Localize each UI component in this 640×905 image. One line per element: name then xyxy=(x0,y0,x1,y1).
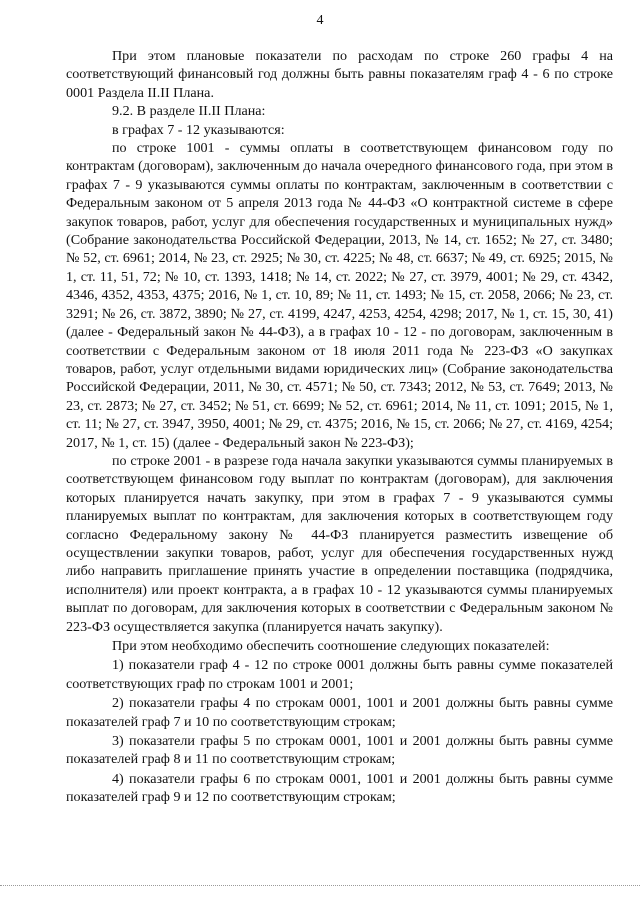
document-body xyxy=(66,47,613,807)
paragraph-ratio-2: 2) показатели графы 4 по строкам 0001, 1001 и 2001 должны быть равны сумме показателей граф 7 и 10 по соответствующим строкам; xyxy=(66,695,613,730)
paragraph-plan-indicators: При этом плановые показатели по расходам по строке 260 графы 4 на соответствующий финансовый год должны быть равны показателям граф 4 - 6 по строке 0001 Раздела II.II Плана. xyxy=(66,48,613,101)
scan-bottom-edge xyxy=(0,885,640,886)
paragraph-ratio-1: 1) показатели граф 4 - 12 по строке 0001 должны быть равны сумме показателей соответствующих граф по строкам 1001 и 2001; xyxy=(66,657,613,692)
paragraph-ratio-intro: При этом необходимо обеспечить соотношение следующих показателей: xyxy=(112,638,550,654)
paragraph-section-heading: 9.2. В разделе II.II Плана: xyxy=(112,103,266,120)
paragraph-ratio-4: 4) показатели графы 6 по строкам 0001, 1001 и 2001 должны быть равны сумме показателей граф 9 и 12 по соответствующим строкам; xyxy=(66,770,613,806)
paragraph-ratio-3: 3) показатели графы 5 по строкам 0001, 1001 и 2001 должны быть равны сумме показателей граф 8 и 11 по соответствующим строкам; xyxy=(66,733,613,768)
paragraph-columns-intro: в графах 7 - 12 указываются: xyxy=(112,121,285,138)
paragraph-line-2001: по строке 2001 - в разрезе года начала закупки указываются суммы планируемых в соответствующем финансовом году выплат по контрактам (договорам), для заключения которых планируется начать закупку, при этом в графах 7 - 9 указываются суммы планируемых выплат по контрактам, для заключения которых в соответствующем году согласно Федеральному закону № 44-ФЗ планируется разместить извещение об осуществлении закупки товаров, работ, услуг для обеспечения государственных нужд либо направить приглашение принять участие в определении поставщика (подрядчика, исполнителя) или проект контракта, а в графах 10 - 12 указываются суммы планируемых выплат по договорам, для заключения которых в соответствии с Федеральным законом № 223-ФЗ осуществляется закупка (планируется начать закупку). xyxy=(66,452,613,635)
paragraph-line-1001: по строке 1001 - суммы оплаты в соответствующем финансовом году по контрактам (договорам), заключенным до начала очередного финансового года, при этом в графах 7 - 9 указываются суммы оплаты по контрактам, заключенным в соответствии с Федеральным законом от 5 апреля 2013 года № 44-ФЗ «О контрактной системе в сфере закупок товаров, работ, услуг для обеспечения государственных и муниципальных нужд» (Собрание законодательства Российской Федерации, 2013, № 14, ст. 1652; № 27, ст. 3480; № 52, ст. 6961; 2014, № 23, ст. 2925; № 30, ст. 4225; № 48, ст. 6637; № 49, ст. 6925; 2015, № 1, ст. 11, 51, 72; № 10, ст. 1393, 1418; № 14, ст. 2022; № 27, ст. 3979, 4001; № 29, ст. 4342, 4346, 4352, 4353, 4375; 2016, № 1, ст. 10, 89; № 11, ст. 1493; № 15, ст. 2058, 2066; № 23, ст. 3291; № 26, ст. 3872, 3890; № 27, ст. 4199, 4247, 4253, 4254, 4298; 2017, № 1, ст. 15, 30, 41) (далее - Федеральный закон № 44-ФЗ), а в графах 10 - 12 - по договорам, заключенным в соответствии с Федеральным законом от 18 июля 2011 года № 223-ФЗ «О закупках товаров, работ, услуг отдельными видами юридических лиц» (Собрание законодательства Российской Федерации, 2011, № 30, ст. 4571; № 50, ст. 7343; 2012, № 53, ст. 7649; 2013, № 23, ст. 2873; № 27, ст. 3452; № 51, ст. 6699; № 52, ст. 6961; 2014, № 11, ст. 1091; 2015, № 1, ст. 11; № 27, ст. 3947, 3950, 4001; № 29, ст. 4375; 2016, № 15, ст. 2066; № 27, ст. 4169, 4254; 2017, № 1, ст. 15) (далее - Федеральный закон № 223-ФЗ); xyxy=(66,140,613,451)
page-number: 4 xyxy=(316,13,324,28)
